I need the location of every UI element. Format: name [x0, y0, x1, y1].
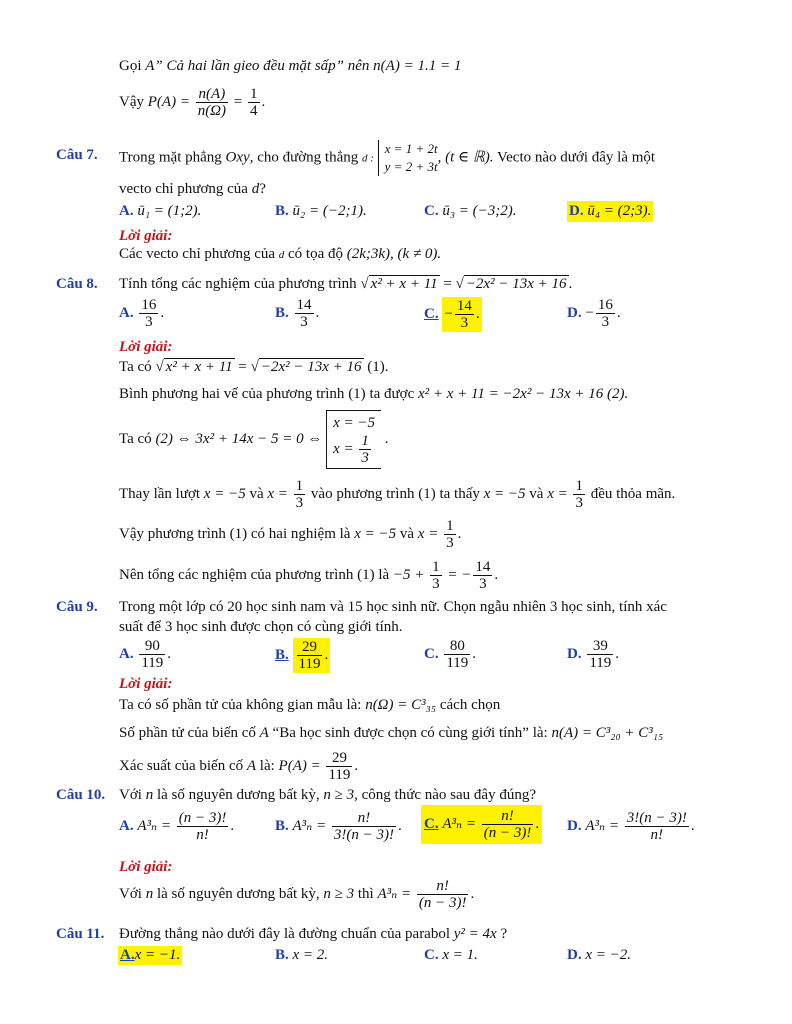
intro-line-2: Vậy P(A) = $\frac{n(A)}{n(\Omega)}$ = $\frac{1}{4}$ .: [119, 86, 266, 119]
equation-system: x = 1 + 2t y = 2 + 3t: [378, 140, 438, 176]
q10-option-a[interactable]: A. A³ₙ = $\frac{(n - 3)!}{n!}$ .: [119, 810, 235, 843]
q9-solution-step-2: Số phần tử của biến cố A “Ba học sinh được chọn có cùng giới tính” là: n(A) = C³₂₀ + C³₁₅: [119, 725, 664, 741]
q8-solution-step-6: Nên tổng các nghiệm của phương trình (1) là −5 + $\frac{1}{3}$ = − $\frac{14}{3}$ .: [119, 559, 499, 592]
question-8-label: Câu 8.: [56, 276, 98, 292]
q9-solution-step-1: Ta có số phần tử của không gian mẫu là: n(Ω) = C³₃₅ cách chọn: [119, 697, 501, 713]
intro-event: A” Cả hai lần gieo đều mặt sấp” nên: [145, 58, 370, 74]
q11-option-c[interactable]: C. x = 1.: [424, 947, 478, 963]
q10-option-d[interactable]: D. A³ₙ = $\frac{3!(n - 3)!}{n!}$ .: [567, 810, 695, 843]
q9-option-c[interactable]: C. $\frac{80}{119}$ .: [424, 638, 477, 671]
q8-option-d[interactable]: D. − $\frac{16}{3}$ .: [567, 297, 621, 330]
q7-solution-label: Lời giải:: [119, 228, 173, 244]
question-11-stem: Đường thẳng nào dưới đây là đường chuẩn của parabol y² = 4x ?: [119, 926, 508, 942]
question-10-stem: Với n là số nguyên dương bất kỳ, n ≥ 3, công thức nào sau đây đúng?: [119, 787, 536, 803]
question-7-label: Câu 7.: [56, 147, 98, 163]
q9-solution-label: Lời giải:: [119, 676, 173, 692]
q7-option-c[interactable]: C. ū₃ = (−3;2).: [424, 203, 517, 219]
q9-option-a[interactable]: A. $\frac{90}{119}$ .: [119, 638, 172, 671]
q9-option-b[interactable]: B. $\frac{29}{119}$ .: [275, 639, 329, 672]
question-11-label: Câu 11.: [56, 926, 105, 942]
q8-solution-step-2: Bình phương hai vế của phương trình (1) ta được x² + x + 11 = −2x² − 13x + 16 (2).: [119, 386, 629, 402]
fraction: $\frac{n(A)}{n(\Omega)}$: [197, 86, 227, 119]
q7-option-a[interactable]: A. ū₁ = (1;2).: [119, 203, 202, 219]
q10-option-c[interactable]: C. A³ₙ = $\frac{n!}{(n - 3)!}$ .: [421, 805, 542, 844]
q11-option-b[interactable]: B. x = 2.: [275, 947, 329, 963]
probability-lhs: P(A) =: [147, 93, 190, 110]
intro-text: Gọi: [119, 58, 142, 74]
q8-solution-step-5: Vậy phương trình (1) có hai nghiệm là x = −5 và x = $\frac{1}{3}$ .: [119, 518, 462, 551]
q9-option-d[interactable]: D. $\frac{39}{119}$ .: [567, 638, 620, 671]
q9-solution-step-3: Xác suất của biến cố A là: P(A) = $\frac{29}{119}$ .: [119, 750, 359, 783]
question-7-stem: Trong mặt phẳng Oxy, cho đường thẳng d : x = 1 + 2t y = 2 + 3t , (t ∈ ℝ). Vecto nào dưới đây là một: [119, 141, 656, 174]
question-10-label: Câu 10.: [56, 787, 106, 803]
q11-option-a[interactable]: A.x = −1.: [120, 947, 181, 963]
intro-math: n(A) = 1.1 = 1: [373, 58, 462, 74]
q10-solution-text: Với n là số nguyên dương bất kỳ, n ≥ 3 thì A³ₙ = $\frac{n!}{(n - 3)!}$ .: [119, 878, 475, 911]
q7-option-b[interactable]: B. ū₂ = (−2;1).: [275, 203, 367, 219]
q8-option-b[interactable]: B. $\frac{14}{3}$ .: [275, 297, 320, 330]
q8-solution-label: Lời giải:: [119, 339, 173, 355]
question-8-stem: Tính tổng các nghiệm của phương trình √ x² + x + 11 = √ −2x² − 13x + 16 .: [119, 276, 573, 292]
intro-line-1: [119, 58, 461, 75]
q10-solution-label: Lời giải:: [119, 859, 173, 875]
q8-option-a[interactable]: A. $\frac{16}{3}$ .: [119, 297, 165, 330]
q8-solution-step-1: Ta có √ x² + x + 11 = √ −2x² − 13x + 16 (1).: [119, 359, 389, 375]
q7-option-d[interactable]: D. ū₄ = (2;3).: [567, 201, 653, 222]
q8-solution-step-3: Ta có (2) ⇔ 3x² + 14x − 5 = 0 ⇔ x = −5 x = $\frac{1}{3}$ .: [119, 410, 389, 469]
q8-solution-step-4: Thay lần lượt x = −5 và x = $\frac{1}{3}$ vào phương trình (1) ta thấy x = −5 và x = $\frac{1}{3}$ đều thỏa mãn.: [119, 478, 676, 511]
question-9-stem-2: suất để 3 học sinh được chọn có cùng giới tính.: [119, 619, 403, 635]
solution-set: x = −5 x = $\frac{1}{3}$: [326, 410, 381, 469]
q7-solution-text: Các vecto chỉ phương của d có tọa độ (2k;3k), (k ≠ 0).: [119, 246, 442, 262]
question-7-stem-2: vecto chỉ phương của d?: [119, 181, 266, 197]
intro-text-2: Vậy: [119, 93, 144, 110]
fraction: $\frac{1}{4}$: [250, 86, 258, 119]
q8-option-c[interactable]: C. − $\frac{14}{3}$ .: [424, 298, 480, 331]
question-9-label: Câu 9.: [56, 599, 98, 615]
q11-option-d[interactable]: D. x = −2.: [567, 947, 631, 963]
q10-option-b[interactable]: B. A³ₙ = $\frac{n!}{3!(n - 3)!}$ .: [275, 810, 402, 843]
question-9-stem-1: Trong một lớp có 20 học sinh nam và 15 học sinh nữ. Chọn ngẫu nhiên 3 học sinh, tính xác: [119, 599, 667, 615]
